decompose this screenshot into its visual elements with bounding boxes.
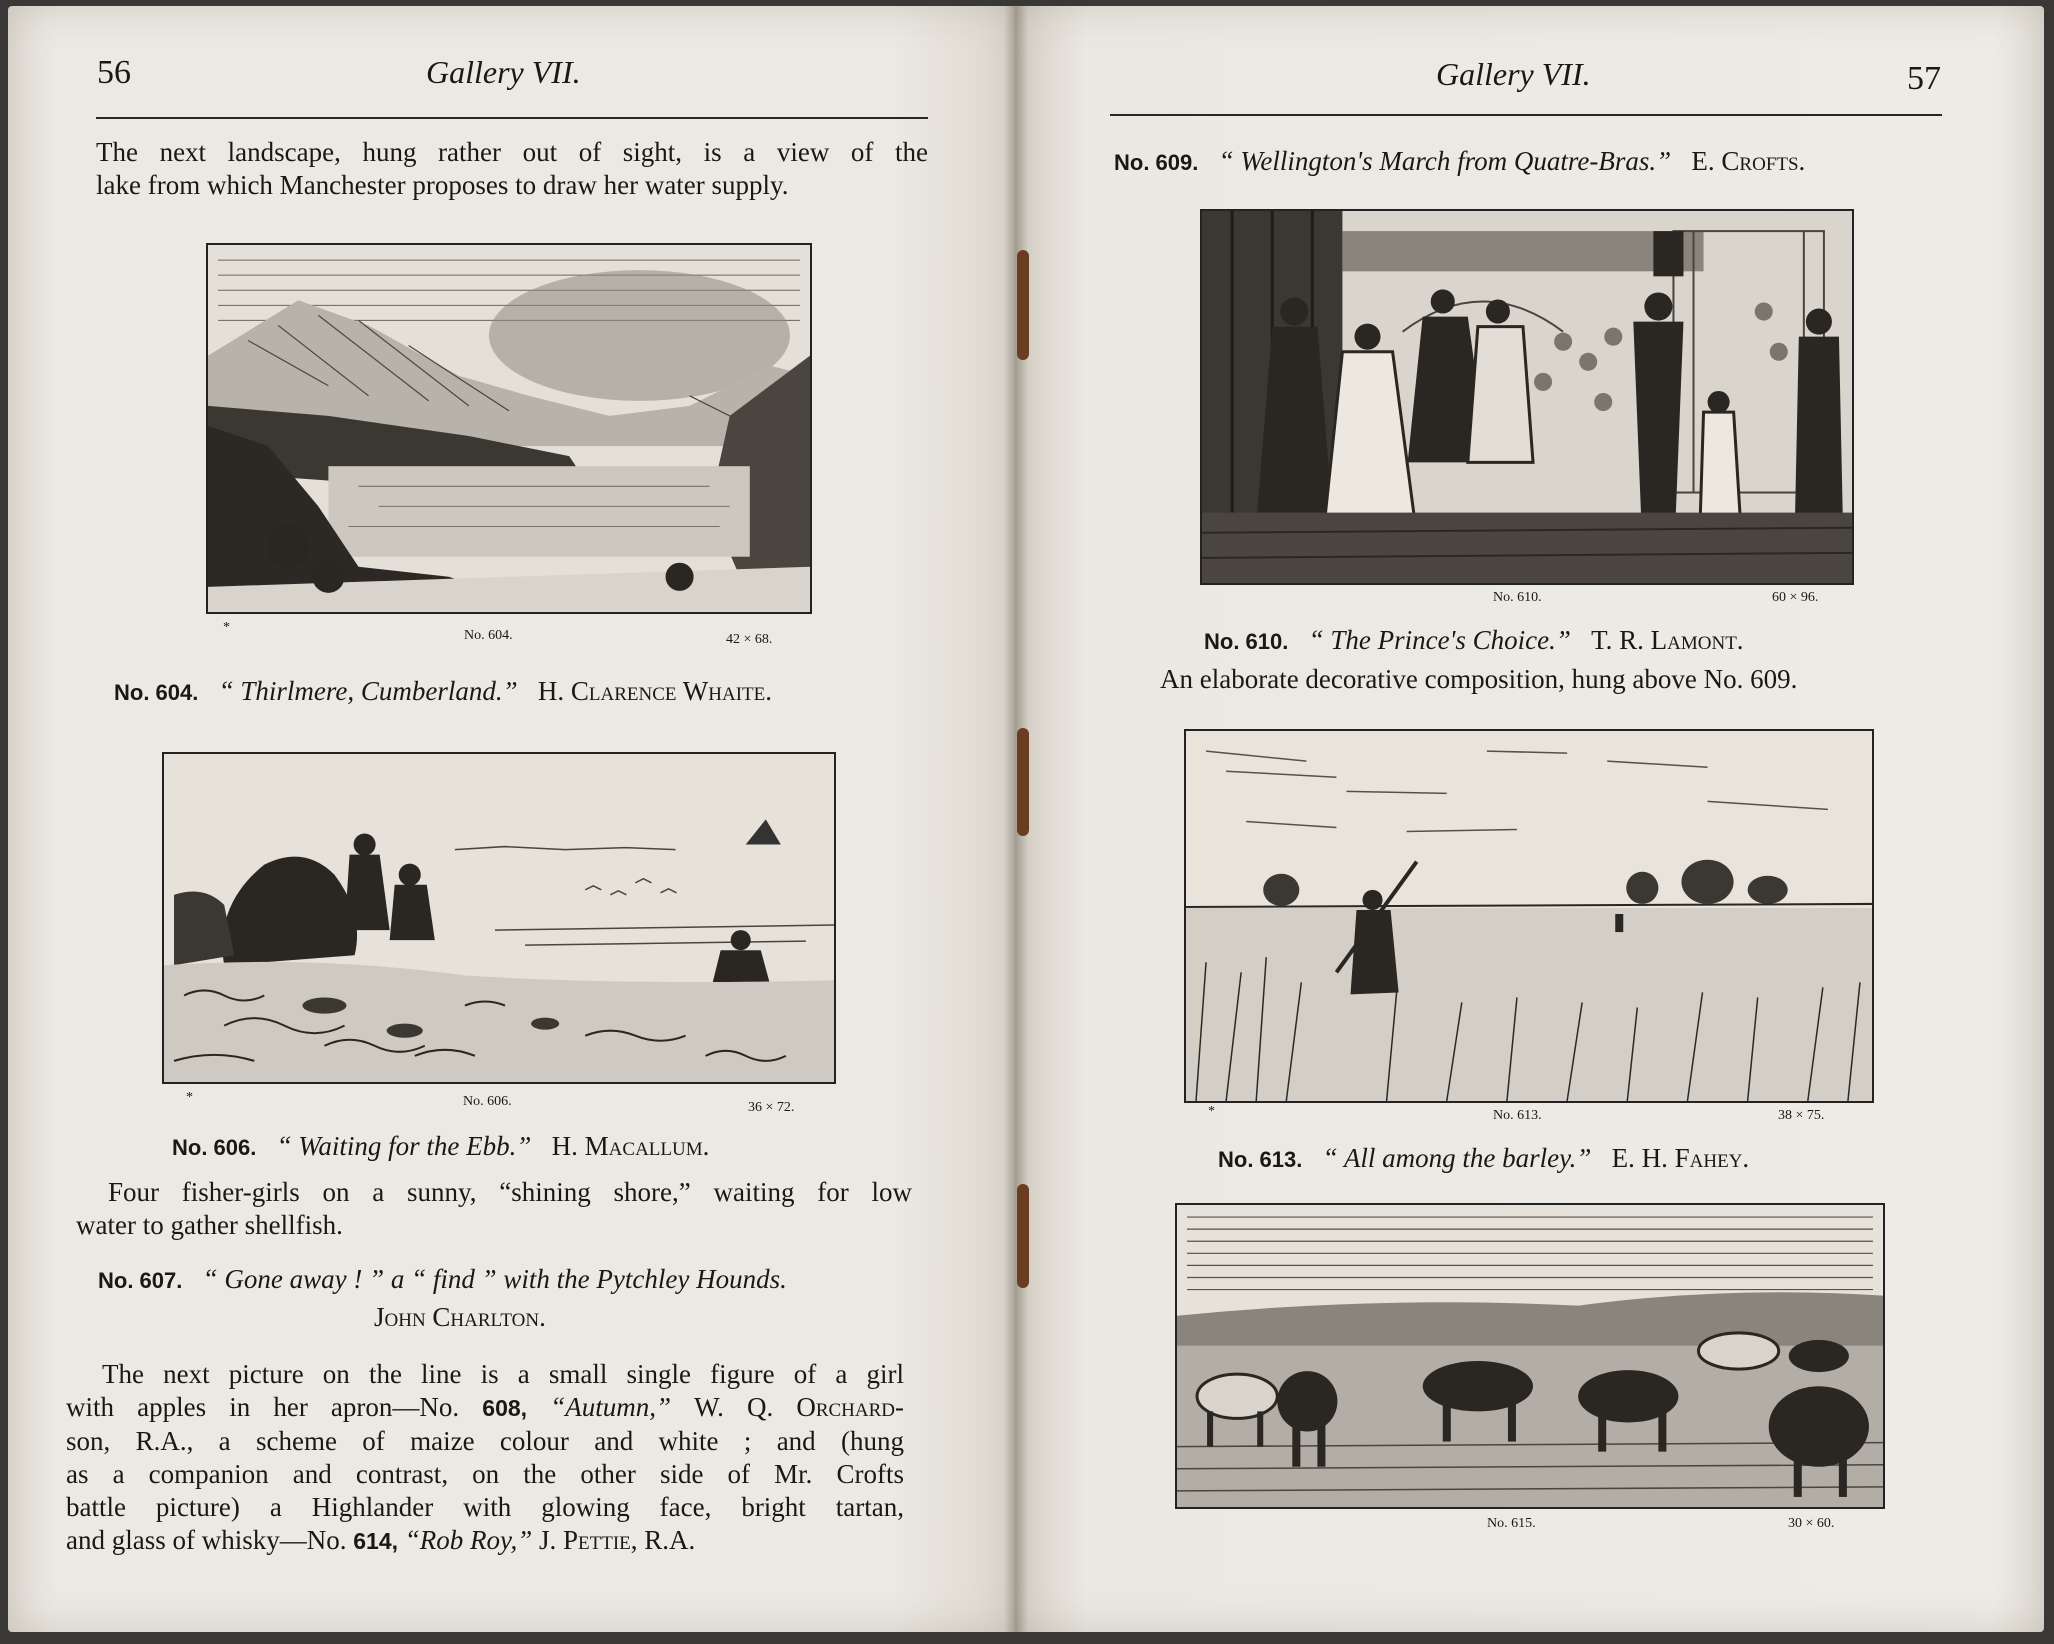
entry-607-artist: John Charlton. [374,1302,546,1332]
figure-asterisk: * [223,620,230,635]
illustration-606 [162,752,836,1084]
page-number: 56 [97,54,131,91]
entry-607: No. 607. “ Gone away ! ” a “ find ” with the Pytchley Hounds. [98,1264,787,1294]
figure-asterisk: * [186,1090,193,1105]
lake-mountain-engraving-icon [208,245,810,612]
description-606: Four fisher-girls on a sunny, “shining shore,” waiting for low water to gather shellfish. [76,1177,912,1240]
figure-dimensions: 38 × 75. [1778,1108,1825,1123]
cattle-moor-engraving-icon [1177,1205,1883,1507]
illustration-604 [206,243,812,614]
figure-caption-number: No. 613. [1493,1108,1542,1123]
figure-dimensions: 36 × 72. [748,1100,795,1115]
illustration-615 [1175,1203,1885,1509]
entry-604: No. 604. “ Thirlmere, Cumberland.” H. Clarence Whaite. [114,676,772,706]
running-header: Gallery VII. [1436,56,1591,92]
binding-stitch [1017,728,1029,836]
intro-paragraph: The next landscape, hung rather out of sight, is a view of the lake from which Manchester proposes to draw her water supply. [96,137,928,200]
description-610: An elaborate decorative composition, hung above No. 609. [1160,664,1798,694]
figure-caption-number: No. 610. [1493,590,1542,605]
binding-stitch [1017,250,1029,360]
running-header: Gallery VII. [426,54,581,90]
figure-caption-number: No. 606. [463,1094,512,1109]
binding-stitch [1017,1184,1029,1288]
fisher-girls-shore-engraving-icon [164,754,834,1082]
barley-field-engraving-icon [1186,731,1872,1101]
closing-paragraph: The next picture on the line is a small single figure of a girl with apples in her apron—No. 608, “Autumn,” W. Q. Orchard- son, R.A., a scheme of maize colour and white ; and (hung as a companion and contrast, on the other side of Mr. Crofts battle picture) a Highlander with glowing face, bright tartan, and glass of whisky—No. 614, “Rob Roy,” J. Pettie, R.A. [66,1359,905,1555]
figure-asterisk: * [1208,1104,1215,1119]
figure-dimensions: 30 × 60. [1788,1516,1835,1531]
figure-dimensions: 42 × 68. [726,632,773,647]
entry-609: No. 609. “ Wellington's March from Quatre-Bras.” E. Crofts. [1114,146,1806,176]
header-rule [1110,114,1942,116]
entry-610: No. 610. “ The Prince's Choice.” T. R. Lamont. [1204,625,1744,655]
header-rule [96,117,928,119]
figure-caption-number: No. 604. [464,628,513,643]
figure-dimensions: 60 × 96. [1772,590,1819,605]
page-number: 57 [1907,60,1941,97]
figure-caption-number: No. 615. [1487,1516,1536,1531]
entry-613: No. 613. “ All among the barley.” E. H. Fahey. [1218,1143,1750,1173]
procession-engraving-icon [1202,211,1852,583]
illustration-610 [1200,209,1854,585]
illustration-613 [1184,729,1874,1103]
entry-606: No. 606. “ Waiting for the Ebb.” H. Macallum. [172,1131,710,1161]
